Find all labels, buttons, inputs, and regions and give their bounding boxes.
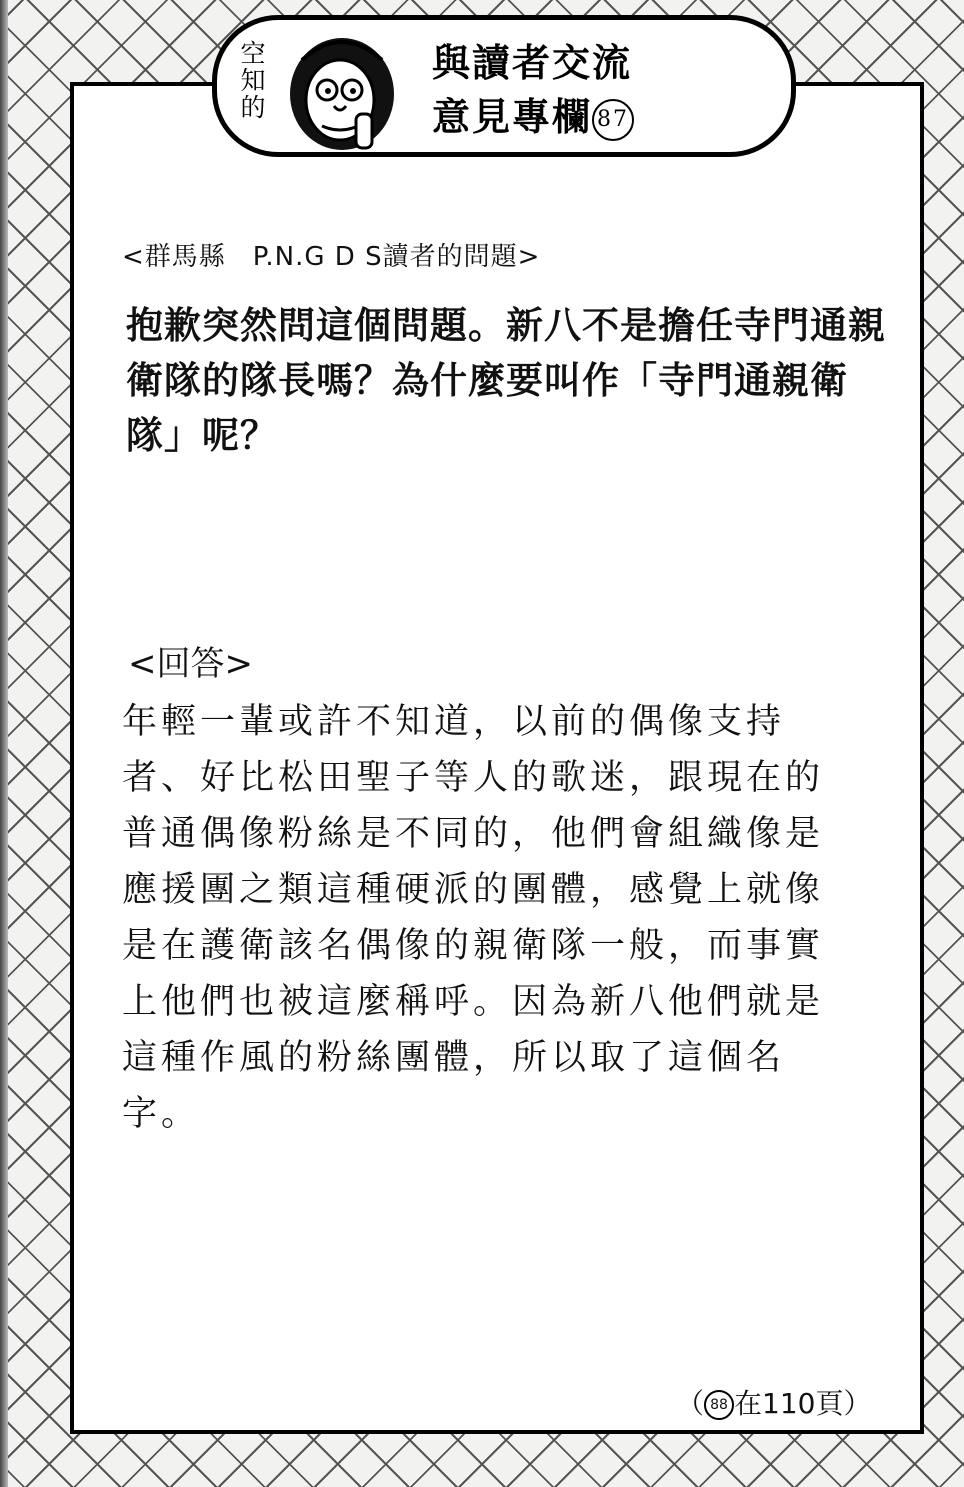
answer-label: <回答>	[128, 644, 253, 684]
book-spine-shadow	[0, 0, 8, 1487]
author-label: 空知的	[237, 40, 266, 121]
question-text: 抱歉突然問這個問題。新八不是擔任寺門通親衛隊的隊長嗎？為什麼要叫作「寺門通親衛隊」呢？	[126, 304, 886, 457]
title-line-1: 與讀者交流	[432, 41, 633, 85]
next-column-number-badge: 88	[704, 1390, 734, 1420]
author-avatar-icon	[272, 30, 412, 152]
title-line-2-text: 意見專欄	[432, 95, 593, 139]
title-line-2	[432, 90, 682, 144]
continued-note	[676, 1382, 896, 1422]
continued-note-open: （	[676, 1387, 705, 1420]
answer-text: 年輕一輩或許不知道，以前的偶像支持者、好比松田聖子等人的歌迷，跟現在的普通偶像粉絲是不同的，他們會組織像是應援團之類這種硬派的團體，感覺上就像是在護衛該名偶像的親衛隊一般，而事實上他們也被這麼稱呼。因為新八他們就是這種作風的粉絲團體，所以取了這個名字。	[122, 702, 825, 1134]
column-number-badge: 87	[592, 99, 634, 141]
continued-note-page: 在110頁）	[734, 1387, 872, 1420]
column-title	[432, 36, 682, 144]
question-source: <群馬縣 P.N.G D S讀者的問題>	[122, 242, 541, 272]
